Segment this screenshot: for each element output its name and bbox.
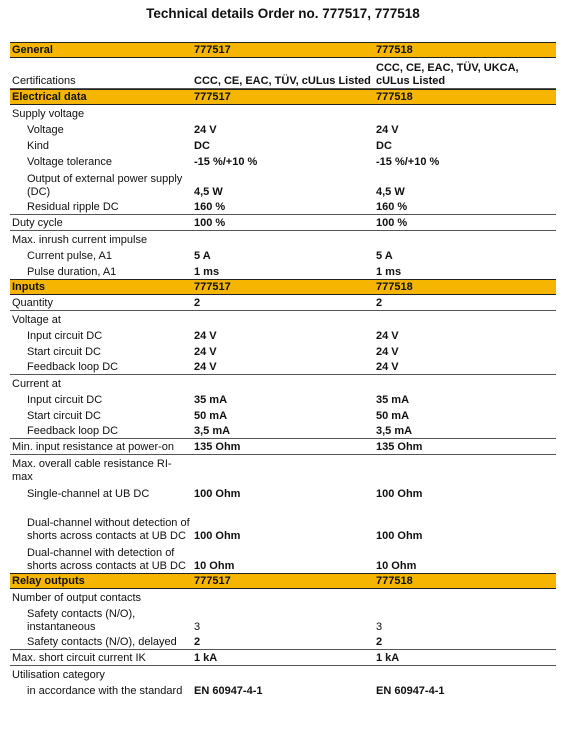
value-777517 bbox=[194, 137, 372, 153]
row-label-text: in accordance with the standard bbox=[27, 684, 183, 697]
value-777517 bbox=[194, 455, 372, 484]
value-777517 bbox=[194, 484, 372, 501]
value-777518 bbox=[376, 311, 554, 327]
value-777518 bbox=[376, 666, 554, 682]
value-777517-text: 100 Ohm bbox=[194, 487, 241, 500]
row-label bbox=[12, 589, 190, 605]
value-777517-text: 2 bbox=[194, 296, 201, 309]
value-777517 bbox=[194, 327, 372, 343]
value-777517 bbox=[194, 280, 372, 294]
value-777517-text: 160 % bbox=[194, 200, 226, 213]
spec-row bbox=[10, 199, 556, 215]
row-label bbox=[27, 682, 195, 698]
value-777518 bbox=[376, 650, 554, 665]
row-label-text: Quantity bbox=[12, 296, 53, 309]
row-label-text: Voltage bbox=[27, 123, 64, 136]
row-label-text: Input circuit DC bbox=[27, 393, 103, 406]
value-777517 bbox=[194, 423, 372, 438]
row-label bbox=[12, 311, 190, 327]
value-777518-text: DC bbox=[376, 139, 392, 152]
value-777517 bbox=[194, 682, 372, 698]
value-777517-text: 10 Ohm bbox=[194, 559, 235, 572]
value-777517-text: 777517 bbox=[194, 280, 231, 293]
spec-row bbox=[10, 58, 556, 89]
spec-row bbox=[10, 137, 556, 153]
row-label-text: Duty cycle bbox=[12, 216, 63, 229]
row-label bbox=[12, 90, 190, 104]
value-777517 bbox=[194, 543, 372, 573]
value-777518 bbox=[376, 105, 554, 121]
spec-row bbox=[10, 484, 556, 501]
row-label-text: Supply voltage bbox=[12, 107, 85, 120]
spec-row bbox=[10, 589, 556, 605]
row-label-text: Min. input resistance at power-on bbox=[12, 440, 175, 453]
row-label bbox=[12, 439, 190, 454]
value-777518-text: 24 V bbox=[376, 123, 399, 136]
value-777517-text: 2 bbox=[194, 635, 201, 648]
value-777518-text: 1 kA bbox=[376, 651, 400, 664]
row-label-text: Feedback loop DC bbox=[27, 360, 119, 373]
value-777518 bbox=[376, 280, 554, 294]
value-777517-text: 3 bbox=[194, 620, 201, 633]
row-label bbox=[12, 295, 190, 310]
value-777517-text: 1 kA bbox=[194, 651, 218, 664]
value-777518 bbox=[376, 439, 554, 454]
row-label bbox=[27, 247, 195, 263]
spec-table bbox=[10, 42, 556, 698]
value-777517-text: 4,5 W bbox=[194, 185, 223, 198]
value-777518-text: 100 Ohm bbox=[376, 487, 423, 500]
row-label-text: Residual ripple DC bbox=[27, 200, 119, 213]
value-777517 bbox=[194, 501, 372, 543]
row-label-text: Relay outputs bbox=[12, 574, 85, 587]
spec-row bbox=[10, 169, 556, 199]
value-777518 bbox=[376, 295, 554, 310]
value-777518 bbox=[376, 231, 554, 247]
row-label bbox=[27, 263, 195, 279]
value-777517 bbox=[194, 666, 372, 682]
spec-row bbox=[10, 231, 556, 247]
value-777518-text: 5 A bbox=[376, 249, 393, 262]
value-777517 bbox=[194, 121, 372, 137]
value-777518-text: 10 Ohm bbox=[376, 559, 417, 572]
spec-row bbox=[10, 391, 556, 407]
row-label bbox=[27, 137, 195, 153]
value-777518 bbox=[376, 90, 554, 104]
row-label bbox=[12, 666, 190, 682]
value-777518 bbox=[376, 247, 554, 263]
value-777517 bbox=[194, 215, 372, 230]
row-label bbox=[27, 199, 195, 214]
row-label-text: Start circuit DC bbox=[27, 345, 101, 358]
value-777518 bbox=[376, 58, 554, 88]
row-label-text: General bbox=[12, 43, 53, 56]
spec-row bbox=[10, 605, 556, 634]
row-label-text: Safety contacts (N/O), instantaneous bbox=[27, 608, 136, 633]
value-777517 bbox=[194, 439, 372, 454]
value-777518 bbox=[376, 605, 554, 634]
value-777518 bbox=[376, 327, 554, 343]
spec-row bbox=[10, 407, 556, 423]
value-777518-text: -15 %/+10 % bbox=[376, 155, 440, 168]
row-label-text: Electrical data bbox=[12, 90, 87, 103]
row-label-text: Certifications bbox=[12, 74, 76, 87]
row-label-text: Feedback loop DC bbox=[27, 424, 119, 437]
value-777518 bbox=[376, 543, 554, 573]
value-777518-text: 160 % bbox=[376, 200, 408, 213]
value-777518 bbox=[376, 359, 554, 374]
value-777517 bbox=[194, 231, 372, 247]
spec-row bbox=[10, 543, 556, 573]
value-777517-text: 135 Ohm bbox=[194, 440, 241, 453]
spec-row bbox=[10, 439, 556, 455]
value-777518 bbox=[376, 391, 554, 407]
spec-row bbox=[10, 501, 556, 543]
value-777517 bbox=[194, 105, 372, 121]
row-label-text: Start circuit DC bbox=[27, 409, 101, 422]
row-label bbox=[27, 121, 195, 137]
row-label-text: Max. overall cable resistance RI-max bbox=[12, 458, 172, 483]
spec-row bbox=[10, 215, 556, 231]
value-777517-text: 24 V bbox=[194, 123, 217, 136]
row-label bbox=[12, 375, 190, 391]
value-777518-text: 3 bbox=[376, 620, 383, 633]
row-label bbox=[27, 343, 195, 359]
value-777518-text: 777518 bbox=[376, 280, 413, 293]
value-777517 bbox=[194, 247, 372, 263]
row-label-text: Number of output contacts bbox=[12, 591, 142, 604]
row-label-text: Voltage at bbox=[12, 313, 61, 326]
value-777518-text: 24 V bbox=[376, 329, 399, 342]
value-777518 bbox=[376, 375, 554, 391]
value-777517 bbox=[194, 153, 372, 169]
value-777517-text: 100 % bbox=[194, 216, 226, 229]
spec-row bbox=[10, 634, 556, 650]
value-777517 bbox=[194, 407, 372, 423]
value-777517 bbox=[194, 295, 372, 310]
row-label bbox=[12, 215, 190, 230]
row-label bbox=[12, 574, 190, 588]
value-777517 bbox=[194, 391, 372, 407]
value-777517 bbox=[194, 90, 372, 104]
value-777517-text: 777517 bbox=[194, 574, 231, 587]
spec-row bbox=[10, 327, 556, 343]
value-777517 bbox=[194, 343, 372, 359]
value-777517 bbox=[194, 634, 372, 649]
value-777518-text: 777518 bbox=[376, 43, 413, 56]
row-label bbox=[12, 43, 190, 57]
value-777518-text: 100 Ohm bbox=[376, 529, 423, 542]
value-777517-text: 777517 bbox=[194, 43, 231, 56]
value-777518 bbox=[376, 343, 554, 359]
value-777517-text: EN 60947-4-1 bbox=[194, 684, 263, 697]
value-777518 bbox=[376, 634, 554, 649]
value-777518 bbox=[376, 153, 554, 169]
value-777518-text: 24 V bbox=[376, 345, 399, 358]
row-label-text: Safety contacts (N/O), delayed bbox=[27, 635, 177, 648]
value-777518-text: 2 bbox=[376, 635, 383, 648]
value-777518 bbox=[376, 199, 554, 214]
value-777517-text: 1 ms bbox=[194, 265, 220, 278]
row-label-text: Single-channel at UB DC bbox=[27, 487, 150, 500]
row-label bbox=[27, 391, 195, 407]
value-777518-text: 100 % bbox=[376, 216, 408, 229]
value-777518 bbox=[376, 169, 554, 199]
row-label bbox=[27, 359, 195, 374]
value-777518 bbox=[376, 501, 554, 543]
row-label bbox=[27, 543, 195, 573]
value-777518 bbox=[376, 137, 554, 153]
value-777518-text: 35 mA bbox=[376, 393, 410, 406]
value-777517 bbox=[194, 574, 372, 588]
value-777518 bbox=[376, 407, 554, 423]
row-label-text: Inputs bbox=[12, 280, 45, 293]
value-777517 bbox=[194, 263, 372, 279]
spec-row bbox=[10, 311, 556, 327]
value-777518 bbox=[376, 682, 554, 698]
page-title: Technical details Order no. 777517, 777518 bbox=[146, 6, 420, 21]
spec-row bbox=[10, 295, 556, 311]
value-777518-text: 777518 bbox=[376, 90, 413, 103]
row-label-text: Output of external power supply (DC) bbox=[27, 173, 183, 198]
row-label bbox=[27, 423, 195, 438]
row-label bbox=[12, 231, 190, 247]
value-777518 bbox=[376, 455, 554, 484]
value-777518-text: 3,5 mA bbox=[376, 424, 413, 437]
value-777517 bbox=[194, 311, 372, 327]
value-777517 bbox=[194, 605, 372, 634]
value-777518 bbox=[376, 121, 554, 137]
row-label-text: Voltage tolerance bbox=[27, 155, 113, 168]
row-label-text: Current pulse, A1 bbox=[27, 249, 112, 262]
value-777518-text: 777518 bbox=[376, 574, 413, 587]
value-777517 bbox=[194, 58, 372, 88]
row-label bbox=[27, 169, 195, 199]
row-label bbox=[27, 605, 195, 634]
spec-row bbox=[10, 682, 556, 698]
value-777517-text: 24 V bbox=[194, 360, 217, 373]
value-777518-text: EN 60947-4-1 bbox=[376, 684, 445, 697]
value-777518 bbox=[376, 423, 554, 438]
value-777517 bbox=[194, 43, 372, 57]
spec-row bbox=[10, 650, 556, 666]
spec-row bbox=[10, 359, 556, 375]
row-label bbox=[12, 650, 190, 665]
spec-row bbox=[10, 153, 556, 169]
value-777518-text: 135 Ohm bbox=[376, 440, 423, 453]
value-777517-text: 100 Ohm bbox=[194, 529, 241, 542]
spec-row bbox=[10, 343, 556, 359]
value-777517-text: 24 V bbox=[194, 345, 217, 358]
section-header-row bbox=[10, 279, 556, 295]
section-header-row bbox=[10, 573, 556, 589]
value-777517-text: 24 V bbox=[194, 329, 217, 342]
value-777518 bbox=[376, 263, 554, 279]
spec-row bbox=[10, 121, 556, 137]
spec-row bbox=[10, 105, 556, 121]
row-label bbox=[12, 280, 190, 294]
value-777517-text: CCC, CE, EAC, TÜV, cULus Listed bbox=[194, 74, 371, 87]
row-label-text: Current at bbox=[12, 377, 61, 390]
value-777518 bbox=[376, 43, 554, 57]
row-label-text: Max. short circuit current IK bbox=[12, 651, 146, 664]
spec-row bbox=[10, 263, 556, 279]
spec-row bbox=[10, 375, 556, 391]
value-777517 bbox=[194, 589, 372, 605]
value-777518 bbox=[376, 215, 554, 230]
row-label-text: Pulse duration, A1 bbox=[27, 265, 117, 278]
row-label-text: Dual-channel without detection of shorts across contacts at UB DC bbox=[27, 517, 190, 542]
value-777518-text: 50 mA bbox=[376, 409, 410, 422]
row-label-text: Utilisation category bbox=[12, 668, 105, 681]
row-label bbox=[12, 58, 190, 88]
value-777517-text: 35 mA bbox=[194, 393, 228, 406]
spec-row bbox=[10, 666, 556, 682]
value-777517-text: 50 mA bbox=[194, 409, 228, 422]
row-label bbox=[27, 501, 195, 543]
spec-row bbox=[10, 455, 556, 484]
value-777518-text: 4,5 W bbox=[376, 185, 405, 198]
value-777517 bbox=[194, 359, 372, 374]
value-777518-text: 1 ms bbox=[376, 265, 402, 278]
value-777517-text: -15 %/+10 % bbox=[194, 155, 258, 168]
value-777517 bbox=[194, 199, 372, 214]
row-label-text: Input circuit DC bbox=[27, 329, 103, 342]
row-label bbox=[12, 455, 190, 484]
section-header-row bbox=[10, 89, 556, 105]
value-777518 bbox=[376, 484, 554, 501]
value-777517 bbox=[194, 375, 372, 391]
value-777518 bbox=[376, 589, 554, 605]
row-label bbox=[27, 634, 195, 649]
value-777517-text: DC bbox=[194, 139, 210, 152]
spec-row bbox=[10, 423, 556, 439]
row-label bbox=[12, 105, 190, 121]
row-label bbox=[27, 484, 195, 501]
value-777517 bbox=[194, 169, 372, 199]
row-label-text: Kind bbox=[27, 139, 50, 152]
value-777517-text: 777517 bbox=[194, 90, 231, 103]
value-777518-text: 24 V bbox=[376, 360, 399, 373]
section-header-row bbox=[10, 42, 556, 58]
value-777518 bbox=[376, 574, 554, 588]
row-label-text: Dual-channel with detection of shorts across contacts at UB DC bbox=[27, 547, 186, 572]
value-777517-text: 3,5 mA bbox=[194, 424, 231, 437]
row-label bbox=[27, 407, 195, 423]
spec-row bbox=[10, 247, 556, 263]
row-label bbox=[27, 153, 195, 169]
value-777518-text: CCC, CE, EAC, TÜV, UKCA, cULus Listed bbox=[376, 62, 519, 87]
value-777518-text: 2 bbox=[376, 296, 383, 309]
row-label-text: Max. inrush current impulse bbox=[12, 233, 148, 246]
row-label bbox=[27, 327, 195, 343]
value-777517-text: 5 A bbox=[194, 249, 211, 262]
value-777517 bbox=[194, 650, 372, 665]
